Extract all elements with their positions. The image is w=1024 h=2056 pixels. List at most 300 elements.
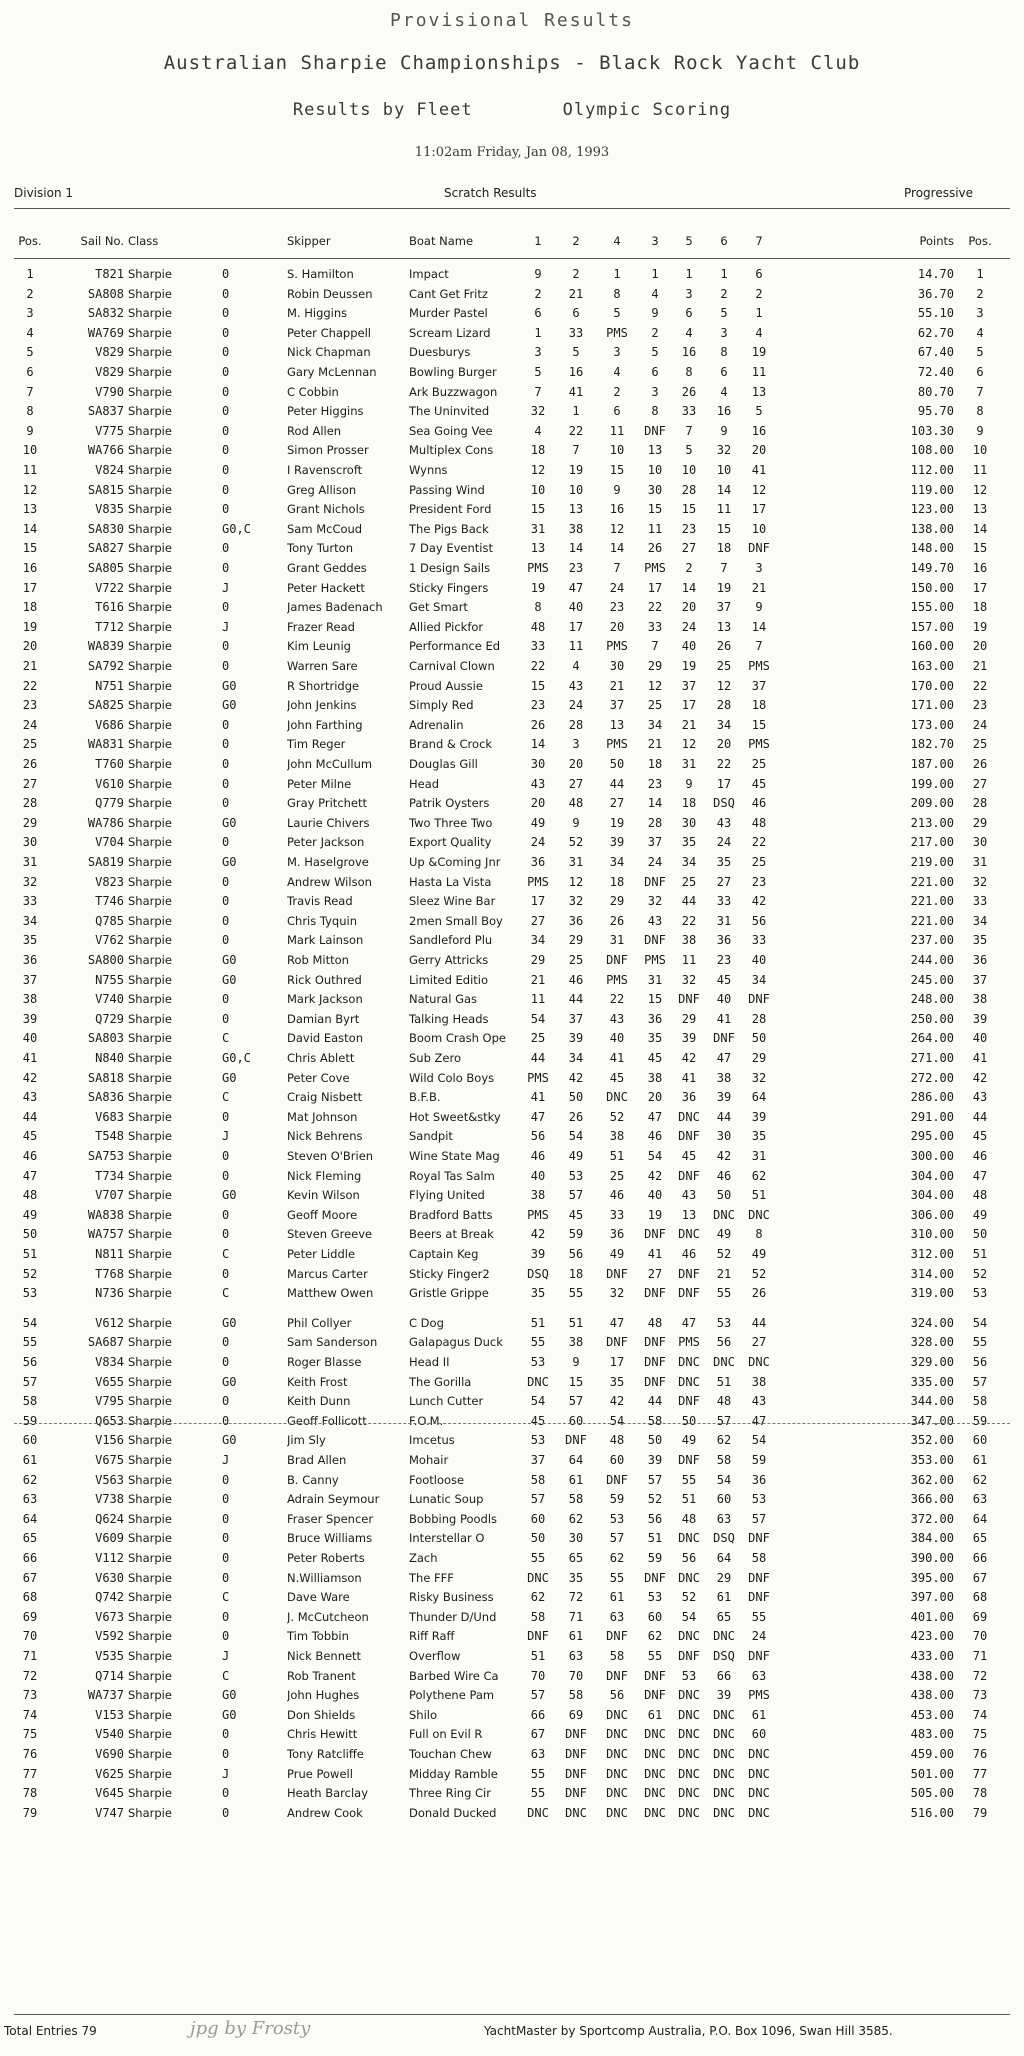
points-cell: 217.00 xyxy=(910,835,954,850)
race-3-cell: 51 xyxy=(647,1531,663,1546)
race-6-cell: 52 xyxy=(716,1247,732,1261)
race-4-cell: 17 xyxy=(609,1355,625,1369)
race-2-cell: 42 xyxy=(568,1070,584,1085)
race-1-cell: 43 xyxy=(530,776,546,791)
boat-cell: Risky Business xyxy=(409,1590,494,1605)
skipper-cell: John Hughes xyxy=(287,1688,360,1703)
table-row xyxy=(0,617,1024,637)
race-7-cell: 16 xyxy=(751,423,767,438)
fleet-cell: G0 xyxy=(222,678,237,693)
boat-cell: 1 Design Sails xyxy=(409,561,491,575)
points-cell: 148.00 xyxy=(910,541,954,556)
col-pos: Pos. xyxy=(18,234,42,248)
race-6-cell: 16 xyxy=(716,404,732,419)
race-5-cell: 16 xyxy=(681,345,697,360)
sail-cell: SA687 xyxy=(87,1335,124,1350)
pos-cell: 39 xyxy=(22,1011,38,1026)
pos-cell: 30 xyxy=(22,835,38,850)
race-2-cell: 52 xyxy=(568,835,584,850)
race-1-cell: 36 xyxy=(530,855,546,869)
class-cell: Sharpie xyxy=(128,502,172,517)
race-5-cell: 17 xyxy=(681,698,697,713)
fleet-cell: 0 xyxy=(222,1413,230,1428)
final-pos-cell: 1 xyxy=(976,267,984,281)
points-cell: 310.00 xyxy=(910,1227,954,1242)
race-3-cell: 61 xyxy=(647,1707,663,1722)
watermark: jpg by Frosty xyxy=(190,2018,311,2039)
race-6-cell: 29 xyxy=(716,1570,732,1585)
race-7-cell: DNC xyxy=(748,1207,770,1222)
skipper-cell: Peter Hackett xyxy=(287,580,365,595)
race-1-cell: PMS xyxy=(527,1207,549,1222)
sail-cell: SA819 xyxy=(87,855,124,869)
table-row xyxy=(0,342,1024,362)
boat-cell: Three Ring Cir xyxy=(409,1786,491,1801)
final-pos-cell: 53 xyxy=(972,1286,988,1301)
race-7-cell: 5 xyxy=(755,404,763,419)
sail-cell: V834 xyxy=(95,1355,124,1369)
table-row xyxy=(0,832,1024,852)
class-cell: Sharpie xyxy=(128,482,172,497)
race-6-cell: 64 xyxy=(716,1551,732,1565)
table-row xyxy=(0,401,1024,421)
points-cell: 123.00 xyxy=(910,502,954,517)
fleet-cell: 0 xyxy=(222,874,230,889)
race-7-cell: PMS xyxy=(748,1688,770,1703)
pos-cell: 71 xyxy=(22,1649,38,1663)
race-6-cell: DSQ xyxy=(713,1649,735,1663)
race-4-cell: DNC xyxy=(606,1805,628,1820)
fleet-cell: G0 xyxy=(222,1688,237,1703)
points-cell: 271.00 xyxy=(910,1051,954,1065)
sail-cell: SA837 xyxy=(87,404,124,419)
final-pos-cell: 10 xyxy=(972,443,988,458)
sail-cell: SA825 xyxy=(87,698,124,713)
skipper-cell: Peter Cove xyxy=(287,1070,350,1085)
pos-cell: 57 xyxy=(22,1374,38,1389)
race-1-cell: 45 xyxy=(530,1413,546,1428)
pos-cell: 50 xyxy=(22,1227,38,1242)
race-7-cell: DNC xyxy=(748,1355,770,1369)
boat-cell: Limited Editio xyxy=(409,972,489,987)
race-1-cell: 9 xyxy=(534,267,542,281)
fleet-cell: 0 xyxy=(222,1394,230,1409)
race-3-cell: 33 xyxy=(647,619,663,634)
pos-cell: 2 xyxy=(26,286,34,301)
final-pos-cell: 17 xyxy=(972,580,988,595)
race-6-cell: 46 xyxy=(716,1168,732,1183)
race-2-cell: 3 xyxy=(572,737,580,752)
final-pos-cell: 11 xyxy=(972,463,988,477)
sail-cell: SA836 xyxy=(87,1090,124,1105)
class-cell: Sharpie xyxy=(128,757,172,771)
race-1-cell: 54 xyxy=(530,1394,546,1409)
pos-cell: 69 xyxy=(22,1609,38,1624)
final-pos-cell: 48 xyxy=(972,1188,988,1203)
final-pos-cell: 5 xyxy=(976,345,984,360)
boat-cell: Royal Tas Salm xyxy=(409,1168,495,1183)
race-4-cell: PMS xyxy=(606,325,628,340)
boat-cell: Imcetus xyxy=(409,1433,455,1448)
skipper-cell: S. Hamilton xyxy=(287,267,354,281)
sail-cell: SA753 xyxy=(87,1149,124,1163)
class-cell: Sharpie xyxy=(128,1090,172,1105)
fleet-cell: C xyxy=(222,1668,230,1683)
boat-cell: Export Quality xyxy=(409,835,492,850)
race-7-cell: 29 xyxy=(751,1051,767,1065)
race-3-cell: 1 xyxy=(651,267,659,281)
race-6-cell: 47 xyxy=(716,1051,732,1065)
race-1-cell: DNF xyxy=(527,1629,549,1644)
final-pos-cell: 68 xyxy=(972,1590,988,1605)
sail-cell: T760 xyxy=(95,757,124,771)
fleet-cell: 0 xyxy=(222,267,230,281)
boat-cell: Captain Keg xyxy=(409,1247,479,1261)
race-4-cell: 1 xyxy=(613,267,621,281)
fleet-cell: 0 xyxy=(222,1805,230,1820)
fleet-cell: 0 xyxy=(222,737,230,752)
boat-cell: Barbed Wire Ca xyxy=(409,1668,499,1683)
table-row xyxy=(0,1411,1024,1431)
final-pos-cell: 31 xyxy=(972,855,988,869)
race-4-cell: 58 xyxy=(609,1649,625,1663)
points-cell: 155.00 xyxy=(910,600,954,615)
points-cell: 433.00 xyxy=(910,1649,954,1663)
race-7-cell: DNC xyxy=(748,1747,770,1761)
race-6-cell: DSQ xyxy=(713,796,735,811)
race-4-cell: DNC xyxy=(606,1786,628,1801)
race-7-cell: 34 xyxy=(751,972,767,987)
race-3-cell: 40 xyxy=(647,1188,663,1203)
sail-cell: N736 xyxy=(95,1286,124,1301)
race-3-cell: DNF xyxy=(644,1227,666,1242)
race-6-cell: 38 xyxy=(716,1070,732,1085)
pos-cell: 63 xyxy=(22,1492,38,1507)
table-row xyxy=(0,989,1024,1009)
skipper-cell: Rob Tranent xyxy=(287,1668,356,1683)
table-row xyxy=(0,303,1024,323)
fleet-cell: 0 xyxy=(222,345,230,360)
race-5-cell: 35 xyxy=(681,835,697,850)
col-race-1: 1 xyxy=(534,234,542,248)
class-cell: Sharpie xyxy=(128,561,172,575)
fleet-cell: J xyxy=(222,619,230,634)
boat-cell: Head xyxy=(409,776,440,791)
boat-cell: Performance Ed xyxy=(409,639,501,654)
fleet-cell: 0 xyxy=(222,1109,230,1124)
race-6-cell: DNC xyxy=(713,1766,735,1781)
race-3-cell: 2 xyxy=(651,325,659,340)
class-cell: Sharpie xyxy=(128,1609,172,1624)
table-row xyxy=(0,1352,1024,1372)
skipper-cell: Nick Fleming xyxy=(287,1168,362,1183)
race-7-cell: 54 xyxy=(751,1433,767,1448)
boat-cell: Touchan Chew xyxy=(409,1747,492,1761)
race-3-cell: 29 xyxy=(647,659,663,673)
race-6-cell: 26 xyxy=(716,639,732,654)
table-row xyxy=(0,930,1024,950)
race-6-cell: 30 xyxy=(716,1129,732,1144)
race-7-cell: 6 xyxy=(755,267,763,281)
table-row xyxy=(0,1166,1024,1186)
race-4-cell: 9 xyxy=(613,482,621,497)
race-2-cell: 10 xyxy=(568,482,584,497)
race-1-cell: 70 xyxy=(530,1668,546,1683)
final-pos-cell: 20 xyxy=(972,639,988,654)
sail-cell: Q779 xyxy=(95,796,124,811)
race-1-cell: 8 xyxy=(534,600,542,615)
pos-cell: 47 xyxy=(22,1168,38,1183)
race-1-cell: PMS xyxy=(527,561,549,575)
pos-cell: 54 xyxy=(22,1315,38,1330)
race-2-cell: 57 xyxy=(568,1394,584,1409)
race-5-cell: DNF xyxy=(678,1649,700,1663)
race-7-cell: PMS xyxy=(748,659,770,673)
pos-cell: 33 xyxy=(22,894,38,909)
boat-cell: The Uninvited xyxy=(409,404,490,419)
sail-cell: SA800 xyxy=(87,953,124,967)
points-cell: 304.00 xyxy=(910,1168,954,1183)
race-6-cell: 41 xyxy=(716,1011,732,1026)
race-7-cell: 2 xyxy=(755,286,763,301)
race-6-cell: 27 xyxy=(716,874,732,889)
race-4-cell: 62 xyxy=(609,1551,625,1565)
race-7-cell: DNF xyxy=(748,1590,770,1605)
race-5-cell: 39 xyxy=(681,1031,697,1046)
race-2-cell: 12 xyxy=(568,874,584,889)
boat-cell: Allied Pickfor xyxy=(409,619,484,634)
race-7-cell: 43 xyxy=(751,1394,767,1409)
fleet-cell: G0 xyxy=(222,698,237,713)
race-1-cell: 37 xyxy=(530,1453,546,1467)
race-2-cell: 70 xyxy=(568,1668,584,1683)
points-cell: 221.00 xyxy=(910,894,954,909)
fleet-cell: 0 xyxy=(222,541,230,556)
race-3-cell: 47 xyxy=(647,1109,663,1124)
skipper-cell: R Shortridge xyxy=(287,678,360,693)
race-2-cell: 20 xyxy=(568,757,584,771)
fleet-cell: 0 xyxy=(222,1011,230,1026)
pos-cell: 17 xyxy=(22,580,38,595)
race-6-cell: 60 xyxy=(716,1492,732,1507)
sail-cell: V610 xyxy=(95,776,124,791)
skipper-cell: James Badenach xyxy=(287,600,383,615)
race-1-cell: 57 xyxy=(530,1688,546,1703)
race-3-cell: 8 xyxy=(651,404,659,419)
skipper-cell: Matthew Owen xyxy=(287,1286,374,1301)
race-5-cell: DNC xyxy=(678,1747,700,1761)
skipper-cell: Roger Blasse xyxy=(287,1355,362,1369)
race-1-cell: 15 xyxy=(530,502,546,517)
race-2-cell: 23 xyxy=(568,561,584,575)
boat-cell: The FFF xyxy=(409,1570,454,1585)
table-row xyxy=(0,1548,1024,1568)
boat-cell: Multiplex Cons xyxy=(409,443,494,458)
final-pos-cell: 28 xyxy=(972,796,988,811)
table-row xyxy=(0,1205,1024,1225)
race-4-cell: DNC xyxy=(606,1747,628,1761)
fleet-cell: 0 xyxy=(222,913,230,928)
points-cell: 459.00 xyxy=(910,1747,954,1761)
final-pos-cell: 6 xyxy=(976,365,984,379)
race-2-cell: 21 xyxy=(568,286,584,301)
race-3-cell: 37 xyxy=(647,835,663,850)
skipper-cell: Grant Nichols xyxy=(287,502,365,517)
skipper-cell: Don Shields xyxy=(287,1707,356,1722)
race-5-cell: DNC xyxy=(678,1707,700,1722)
sail-cell: T768 xyxy=(95,1266,124,1281)
table-row xyxy=(0,1264,1024,1284)
pos-cell: 24 xyxy=(22,717,38,732)
fleet-cell: J xyxy=(222,1649,230,1663)
race-2-cell: 24 xyxy=(568,698,584,713)
race-7-cell: 13 xyxy=(751,384,767,399)
final-pos-cell: 19 xyxy=(972,619,988,634)
race-4-cell: DNC xyxy=(606,1090,628,1105)
fleet-cell: 0 xyxy=(222,384,230,399)
race-6-cell: DNC xyxy=(713,1805,735,1820)
race-2-cell: 37 xyxy=(568,1011,584,1026)
race-5-cell: 53 xyxy=(681,1668,697,1683)
class-cell: Sharpie xyxy=(128,1590,172,1605)
race-6-cell: DNC xyxy=(713,1727,735,1742)
points-cell: 395.00 xyxy=(910,1570,954,1585)
race-5-cell: 40 xyxy=(681,639,697,654)
race-5-cell: DNF xyxy=(678,1394,700,1409)
race-6-cell: 4 xyxy=(720,384,728,399)
fleet-cell: 0 xyxy=(222,1551,230,1565)
sail-cell: V704 xyxy=(95,835,124,850)
race-5-cell: DNC xyxy=(678,1355,700,1369)
race-1-cell: 25 xyxy=(530,1031,546,1046)
final-pos-cell: 25 xyxy=(972,737,988,752)
points-cell: 171.00 xyxy=(910,698,954,713)
fleet-cell: 0 xyxy=(222,1747,230,1761)
boat-cell: Cant Get Fritz xyxy=(409,286,488,301)
race-4-cell: 3 xyxy=(613,345,621,360)
table-row xyxy=(0,1724,1024,1744)
race-6-cell: 62 xyxy=(716,1433,732,1448)
race-2-cell: 62 xyxy=(568,1511,584,1526)
race-4-cell: 39 xyxy=(609,835,625,850)
pos-cell: 72 xyxy=(22,1668,38,1683)
race-6-cell: 28 xyxy=(716,698,732,713)
fleet-cell: G0 xyxy=(222,1188,237,1203)
boat-cell: Mohair xyxy=(409,1453,449,1467)
pos-cell: 55 xyxy=(22,1335,38,1350)
table-row xyxy=(0,891,1024,911)
race-7-cell: 1 xyxy=(755,306,763,321)
class-cell: Sharpie xyxy=(128,1227,172,1242)
fleet-cell: J xyxy=(222,1453,230,1467)
skipper-cell: Chris Ablett xyxy=(287,1051,355,1065)
fleet-cell: 0 xyxy=(222,1609,230,1624)
fleet-cell: C xyxy=(222,1247,230,1261)
pos-cell: 68 xyxy=(22,1590,38,1605)
table-row xyxy=(0,264,1024,284)
points-cell: 36.70 xyxy=(917,286,954,301)
boat-cell: Brand & Crock xyxy=(409,737,493,752)
pos-cell: 59 xyxy=(22,1413,38,1428)
skipper-cell: Rick Outhred xyxy=(287,972,362,987)
skipper-cell: Mark Jackson xyxy=(287,992,363,1007)
skipper-cell: Nick Chapman xyxy=(287,345,371,360)
race-5-cell: DNC xyxy=(678,1570,700,1585)
fleet-cell: G0 xyxy=(222,1070,237,1085)
skipper-cell: John Farthing xyxy=(287,717,363,732)
race-2-cell: 2 xyxy=(572,267,580,281)
boat-cell: Proud Aussie xyxy=(409,678,483,693)
col-boat: Boat Name xyxy=(409,234,474,248)
sail-cell: SA792 xyxy=(87,659,124,673)
results-by-fleet-label: Results by Fleet xyxy=(292,100,473,120)
points-cell: 516.00 xyxy=(910,1805,954,1820)
pos-cell: 74 xyxy=(22,1707,38,1722)
race-4-cell: 27 xyxy=(609,796,625,811)
pos-cell: 3 xyxy=(26,306,34,321)
race-5-cell: DNF xyxy=(678,992,700,1007)
race-1-cell: 20 xyxy=(530,796,546,811)
final-pos-cell: 45 xyxy=(972,1129,988,1144)
race-1-cell: 31 xyxy=(530,521,546,536)
race-5-cell: 27 xyxy=(681,541,697,556)
race-2-cell: 45 xyxy=(568,1207,584,1222)
pos-cell: 77 xyxy=(22,1766,38,1781)
col-points: Points xyxy=(919,234,954,248)
race-3-cell: DNC xyxy=(644,1747,666,1761)
race-1-cell: 19 xyxy=(530,580,546,595)
class-cell: Sharpie xyxy=(128,913,172,928)
race-6-cell: 1 xyxy=(720,267,728,281)
points-cell: 62.70 xyxy=(917,325,954,340)
race-6-cell: 5 xyxy=(720,306,728,321)
points-cell: 344.00 xyxy=(910,1394,954,1409)
fleet-cell: 0 xyxy=(222,502,230,517)
boat-cell: Donald Ducked xyxy=(409,1805,497,1820)
class-cell: Sharpie xyxy=(128,1315,172,1330)
class-cell: Sharpie xyxy=(128,639,172,654)
race-5-cell: 30 xyxy=(681,815,697,830)
points-cell: 187.00 xyxy=(910,757,954,771)
race-4-cell: 46 xyxy=(609,1188,625,1203)
race-3-cell: PMS xyxy=(644,953,666,967)
points-cell: 362.00 xyxy=(910,1472,954,1487)
fleet-cell: 0 xyxy=(222,717,230,732)
sail-cell: V535 xyxy=(95,1649,124,1663)
table-row xyxy=(0,656,1024,676)
points-cell: 245.00 xyxy=(910,972,954,987)
race-6-cell: DNC xyxy=(713,1786,735,1801)
race-2-cell: 48 xyxy=(568,796,584,811)
race-7-cell: 61 xyxy=(751,1707,767,1722)
race-6-cell: 53 xyxy=(716,1315,732,1330)
race-3-cell: 28 xyxy=(647,815,663,830)
final-pos-cell: 18 xyxy=(972,600,988,615)
class-cell: Sharpie xyxy=(128,286,172,301)
race-2-cell: 38 xyxy=(568,1335,584,1350)
points-cell: 291.00 xyxy=(910,1109,954,1124)
final-pos-cell: 67 xyxy=(972,1570,988,1585)
sail-cell: Q742 xyxy=(95,1590,124,1605)
boat-cell: The Pigs Back xyxy=(409,521,489,536)
race-5-cell: 3 xyxy=(685,286,693,301)
race-1-cell: 53 xyxy=(530,1433,546,1448)
race-7-cell: 64 xyxy=(751,1090,767,1105)
class-cell: Sharpie xyxy=(128,1492,172,1507)
sail-cell: V738 xyxy=(95,1492,124,1507)
skipper-cell: Tim Tobbin xyxy=(287,1629,349,1644)
final-pos-cell: 44 xyxy=(972,1109,988,1124)
